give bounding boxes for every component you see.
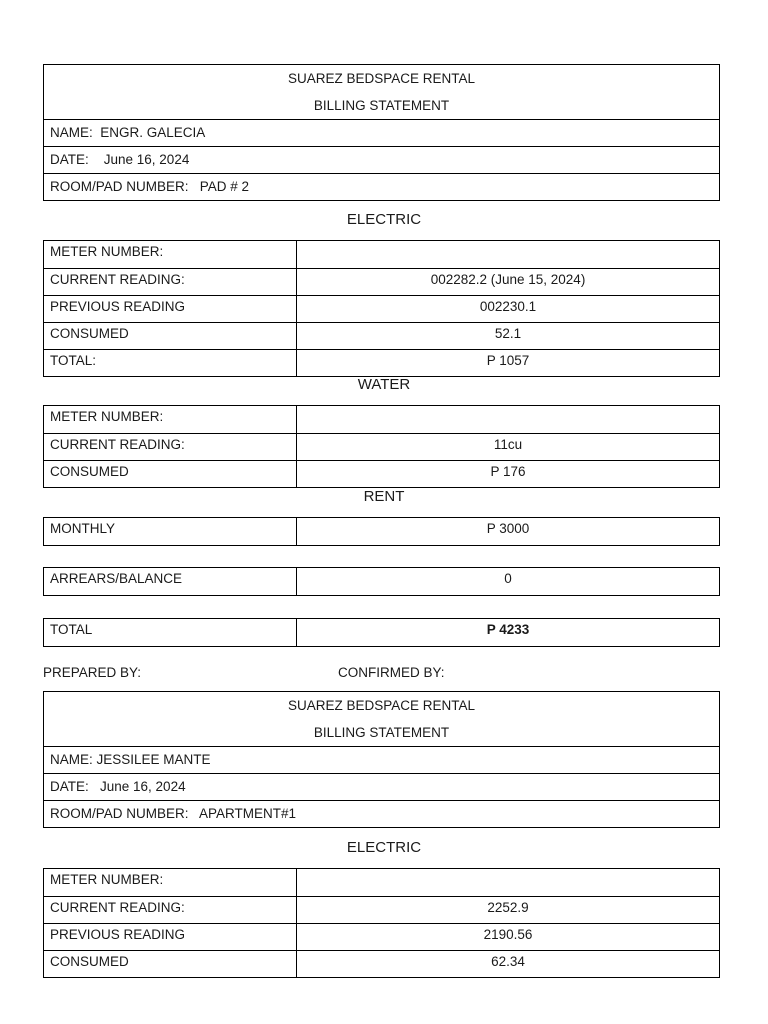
- row-label: MONTHLY: [44, 518, 297, 545]
- prepared-by-label: PREPARED BY:: [43, 665, 142, 680]
- row-label: TOTAL:: [44, 350, 297, 376]
- electric-heading: ELECTRIC: [346, 211, 422, 228]
- table-row: [44, 923, 719, 950]
- statement2-header: [43, 691, 720, 828]
- total-table: [43, 618, 720, 647]
- row-value: [297, 241, 719, 268]
- row-value: 62.34: [491, 954, 525, 969]
- table-row: [44, 619, 719, 646]
- row-value: 2190.56: [483, 927, 533, 942]
- table-row: [44, 268, 719, 295]
- table-row: [44, 349, 719, 376]
- row-label: ARREARS/BALANCE: [44, 568, 297, 595]
- row-label: CURRENT READING:: [44, 269, 297, 295]
- row-label: CONSUMED: [44, 461, 297, 487]
- arrears-table: [43, 567, 720, 596]
- room-number: ROOM/PAD NUMBER: PAD # 2: [44, 173, 719, 200]
- row-label: CURRENT READING:: [44, 897, 297, 923]
- grand-total-value: P 4233: [486, 622, 530, 637]
- row-label: PREVIOUS READING: [44, 296, 297, 322]
- row-label: CURRENT READING:: [44, 434, 297, 460]
- row-label: PREVIOUS READING: [44, 924, 297, 950]
- row-value: [297, 406, 719, 433]
- water-heading: WATER: [357, 376, 411, 393]
- row-label: CONSUMED: [44, 951, 297, 977]
- table-row: [44, 406, 719, 433]
- statement-date: DATE: June 16, 2024: [44, 146, 719, 173]
- document-title: BILLING STATEMENT: [313, 98, 450, 113]
- statement-date: DATE: June 16, 2024: [44, 773, 719, 800]
- table-row: [44, 460, 719, 487]
- row-label: METER NUMBER:: [44, 869, 297, 896]
- row-value: P 176: [490, 464, 526, 479]
- row-value: P 1057: [486, 353, 530, 368]
- row-value: 0: [504, 571, 512, 586]
- table-row: [44, 869, 719, 896]
- statement1-header: [43, 64, 720, 201]
- electric-table: [43, 868, 720, 978]
- row-value: 11cu: [493, 437, 523, 452]
- row-value: 002282.2 (June 15, 2024): [430, 272, 586, 287]
- row-value: 52.1: [494, 326, 522, 341]
- table-row: [44, 295, 719, 322]
- table-row: [44, 241, 719, 268]
- row-label: TOTAL: [44, 619, 297, 646]
- table-row: [44, 896, 719, 923]
- company-name: SUAREZ BEDSPACE RENTAL: [287, 71, 476, 86]
- table-row: [44, 433, 719, 460]
- row-label: METER NUMBER:: [44, 406, 297, 433]
- table-row: [44, 568, 719, 595]
- table-row: [44, 950, 719, 977]
- electric-heading: ELECTRIC: [346, 839, 422, 856]
- water-table: [43, 405, 720, 488]
- electric-table: [43, 240, 720, 377]
- rent-monthly-table: [43, 517, 720, 546]
- tenant-name: NAME: ENGR. GALECIA: [44, 119, 719, 146]
- room-number: ROOM/PAD NUMBER: APARTMENT#1: [44, 800, 719, 827]
- table-row: [44, 322, 719, 349]
- row-label: METER NUMBER:: [44, 241, 297, 268]
- rent-heading: RENT: [363, 488, 405, 505]
- row-value: [297, 869, 719, 896]
- row-label: CONSUMED: [44, 323, 297, 349]
- row-value: P 3000: [486, 521, 530, 536]
- row-value: 2252.9: [487, 900, 529, 915]
- table-row: [44, 518, 719, 545]
- confirmed-by-label: CONFIRMED BY:: [338, 665, 445, 680]
- tenant-name: NAME: JESSILEE MANTE: [44, 746, 719, 773]
- company-name: SUAREZ BEDSPACE RENTAL: [287, 698, 476, 713]
- row-value: 002230.1: [479, 299, 537, 314]
- document-title: BILLING STATEMENT: [313, 725, 450, 740]
